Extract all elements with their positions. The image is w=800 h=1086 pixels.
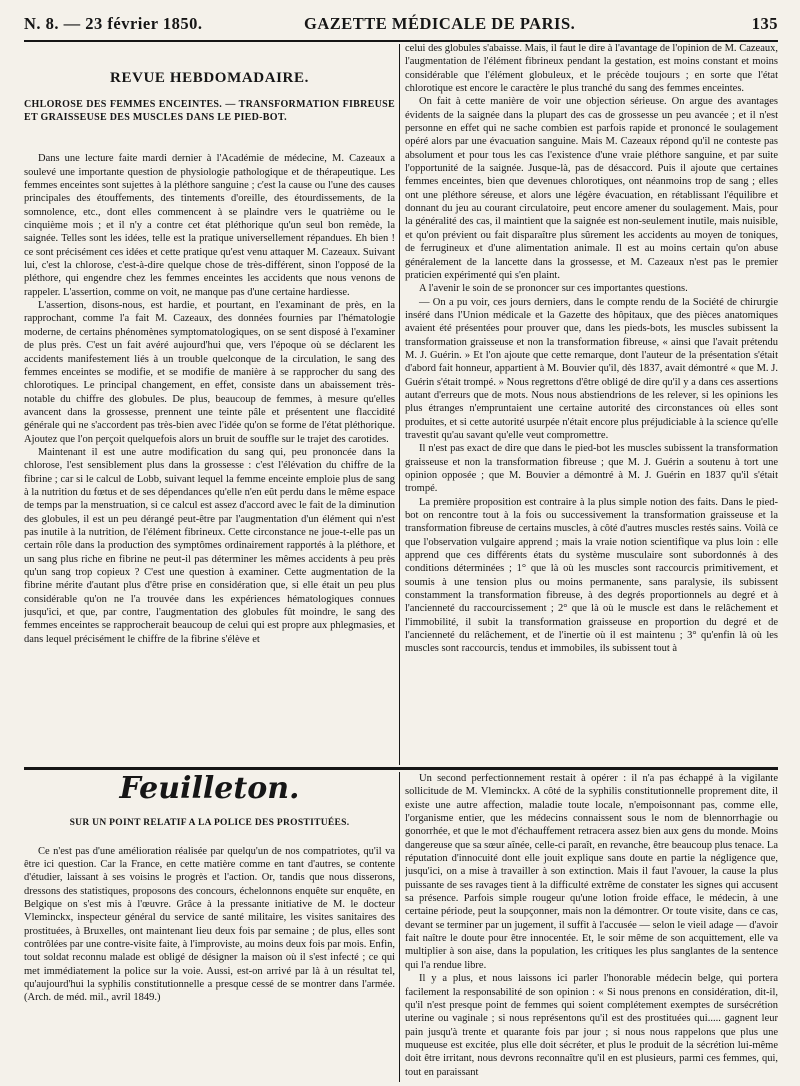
feuilleton-column-left <box>24 772 395 1082</box>
paragraph: Ce n'est pas d'une amélioration réalisée par quelqu'un de nos compatriotes, qu'il va être ici question. Car la France, en cette matière comme en tant d'autres, se contente d'étudier, laissant à ses voisins le progrès et l'action. Or, tandis que nous disserons, dressons des statistiques, proposons des concours, échelonnons enquête sur enquête, en Belgique on s'est mis à l'œuvre. Grâce à la pressante initiative de M. le docteur Vleminckx, inspecteur général du service de santé militaire, les visites sanitaires des prostituées, à Bruxelles, ont maintenant lieu deux fois par semaine ; de plus, elles sont contrôlées par une contre-visite faite, à l'improviste, au moins deux fois par mois. Enfin, tout soldat reconnu malade est obligé de désigner la maison où il s'est infecté ; ce qui met immédiatement la police sur la voie. Aussi, est-on arrivé par là à un résultat tel, qu'aujourd'hui la syphilis constitutionnelle a presque cessé de se montrer dans l'armée. (Arch. de méd. mil., avril 1849.) <box>24 845 395 1004</box>
paragraph: A l'avenir le soin de se prononcer sur ces importantes questions. <box>419 283 688 295</box>
column-divider-bottom <box>399 772 400 1082</box>
feuilleton-column-right <box>405 772 778 1082</box>
article-title: CHLOROSE DES FEMMES ENCEINTES. — TRANSFORMATION FIBREUSE ET GRAISSEUSE DES MUSCLES DANS LE PIED-BOT. <box>24 99 395 123</box>
paragraph: Maintenant il est une autre modification du sang qui, peu prononcée dans la chlorose, l'est sensiblement plus dans la grossesse : c'est l'élévation du chiffre de la fibrine ; car si le calcul de Lobb, suivant lequel la femme enceinte emploie plus de sang à la nutrition du fœtus et de ses dépendances qu'elle n'en eût perdu dans le même espace de temps par la menstruation, si ce calcul est assez d'accord avec le fait de la diminution des globules, il est un peu dérangé peut-être par l'augmentation d'un élément qui n'est pas inutile à la nutrition, de l'élément fibrineux. Cette circonstance ne joue-t-elle pas un certain rôle dans la production des symptômes ordinairement rapportés à la pléthore, et un sang plus riche en fibrine ne peut-il pas déterminer les mêmes accidents à peu près qu'un sang trop copieux ? C'est une question à examiner. Cette augmentation de la fibrine mérite d'autant plus d'être prise en considération que, si elle était un peu plus considérable qu'on ne l'a trouvée dans les expériences hématologiques connues jusqu'ici, et que, par contre, l'augmentation des globules fût moindre, le sang des femmes enceintes se rapprocherait beaucoup de celui qui est propre aux phlegmasies, et dans lequel précisément le chiffre de la fibrine s'élève et <box>24 446 395 645</box>
issue-number-date: N. 8. — 23 février 1850. <box>24 14 203 33</box>
feuilleton-rule <box>24 767 778 770</box>
page-header <box>24 6 778 40</box>
paragraph: L'assertion, disons-nous, est hardie, et pourtant, en l'examinant de près, en la rapprochant, comme l'a fait M. Cazeaux, des données fournies par l'hématologie moderne, de certains phénomènes symptomatologiques, on se sent disposé à l'examiner de plus près. C'est un fait avéré aujourd'hui que, vers l'époque où se déclarent les accidents manifestement liés à un trouble quelconque de la circulation, le sang des femmes enceintes se modifie, et se modifie de manière à se rapprocher du sang des chlorotiques. Le principal changement, en effet, consiste dans un abaissement très-notable du chiffre des globules. De plus, beaucoup de femmes, à mesure qu'elles avancent dans la grossesse, prennent une teinte pâle et présentent une flaccidité générale qui ne s'accordent pas très-bien avec l'idée qu'on se forme de l'état pléthorique. Ajoutez que l'on perçoit quelquefois alors un bruit de souffle sur le trajet des carotides. <box>24 300 395 445</box>
paragraph: Un second perfectionnement restait à opérer : il n'a pas échappé à la vigilante sollicitude de M. Vleminckx. A côté de la syphilis constitutionnelle proprement dite, il existe une autre affection, maladie toute locale, n'empoisonnant pas, comme elle, l'organisme entier, que les médecins connaissent sous le nom de blennorrhagie ou gonorrhée, et que le mot d'échauffement retracera assez bien aux gens du monde. Moins dangereuse que sa sœur aînée, celle-ci paraît, en revanche, être beaucoup plus tenace. La réputation d'innocuité dont elle jouit explique sans doute en partie la négligence que, jusqu'ici, on a mise à travailler à son extinction. Mais il faut l'avouer, la cause la plus puissante de ses ravages tient à la difficulté extrême de constater les signes qui accusent sa présence. Parfois simple rougeur qu'une lotion froide efface, le médecin, à une certaine période, peut la soupçonner, mais non la démontrer. Or toute visite, dans ce cas, devant se terminer par un jugement, il suffit à l'accusée — selon le vieil adage — d'avoir fait naître le doute pour être innocentée. Et, le soir même de son acquittement, elle va multiplier à son aise, dans la population, les critiques les plus sanglantes de la sentence qui l'a rendue libre. <box>405 773 778 971</box>
feuilleton-subtitle: SUR UN POINT RELATIF A LA POLICE DES PROSTITUÉES. <box>69 818 350 829</box>
paragraph: — On a pu voir, ces jours derniers, dans le compte rendu de la Société de chirurgie inséré dans l'Union médicale et la Gazette des hôpitaux, que des pièces anatomiques avaient été présentées pour prouver que, dans les pieds-bots, les muscles subissent la transformation graisseuse et non la transformation fibreuse, « ainsi que l'avait prétendu M. J. Guérin. » Et l'on ajoute que cette remarque, dont l'auteur de la présentation s'était d'abord fait honneur, appartient à M. Bouvier qu'il, dès 1837, avait démontré « que M. J. Guérin s'était trompé. » Nous regrettons d'être obligé de dire qu'il y a dans ces assertions autant d'erreurs que de mots. Nous nous abstiendrions de les relever, si les opinions les plus étranges n'empruntaient une certaine autorité des circonstances où elles sont produites, et si cette autorité usurpée n'était encore plus préjudiciable à la science qu'elle travestit qu'au savant qu'elle veut compromettre. <box>405 296 778 441</box>
paragraph: Il y a plus, et nous laissons ici parler l'honorable médecin belge, qui portera facilement la responsabilité de son opinion : « Si nous prenons en considération, dit-il, qu'il n'est presque point de femmes qui soient complétement exemptes de sursécrétion uterine ou vaginale ; si nous représentons qu'il est des prostituées qui..... gagnent leur pain jusqu'à trente et quarante fois par jour ; si nous nous rappelons que plus une muqueuse est excitée, plus elle doit sécréter, et plus le produit de la sécrétion lui-même doit être irritant, nous devrons reconnaître qu'il en est plusieurs, parmi ces femmes, qui, tout en paraissant <box>405 973 778 1078</box>
paragraph: Dans une lecture faite mardi dernier à l'Académie de médecine, M. Cazeaux a soulevé une importante question de physiologie pathologique et de thérapeutique. Les femmes enceintes sont sujettes à la pléthore sanguine ; c'est la cause ou l'une des causes principales des étouffements, des tintements d'oreille, des étourdissements, de la somnolence, etc., dont elles commencent à se plaindre vers le quatrième ou le cinquième mois ; et il n'y a contre cet état pléthorique qu'un seul bon remède, la saignée. Telles sont les idées, telle est la pratique universellement répandues. Eh bien ! ce sont précisément ces idées et cette pratique qu'est venu attaquer M. Cazeaux. Suivant lui, c'est la chlorose, c'est-à-dire quelque chose de très-différent, sinon l'opposé de la pléthore, qui engendre chez les femmes enceintes les accidents que nous venons de rappeler. L'assertion, comme on voit, ne manque pas d'une certaine hardiesse. <box>24 153 395 298</box>
paragraph: On fait à cette manière de voir une objection sérieuse. On argue des avantages évidents de la saignée dans la plupart des cas de grossesse un peu avancée ; et il n'est personne en effet qui ne sache combien est parfois rapide et prononcé le soulagement opéré alors par une évacuation sanguine. Mais M. Cazeaux répond qu'il ne conteste pas absolument et pour tous les cas l'existence d'une vraie pléthore sanguine, et par suite l'opportunité de la saignée. Jusque-là, pas de désaccord. Puis il ajoute que certaines femmes enceintes, bien que devenues chlorotiques, ont néanmoins trop de sang ; elles ont une pléthore séreuse, et alors une légère évacuation, en rétablissant l'équilibre et donnant du jeu au courant circulatoire, peut encore amener du soulagement. Mais, pour la généralité des cas, il maintient que la saignée est non-seulement inutile, mais nuisible, et qu'on prévient ou fait disparaître plus sûrement les accidents au moyen de toniques, de ferrugineux et d'une alimentation animale. Il est au moins certain qu'on abuse généralement de la lancette dans la grossesse, et M. Cazeaux n'est pas le premier praticien expérimenté qui s'en plaint. <box>405 96 778 281</box>
paragraph: La première proposition est contraire à la plus simple notion des faits. Dans le pied-bot on rencontre tout à la fois ou successivement la transformation graisseuse et la transformation fibreuse de certains muscles, à côté d'autres muscles restés sains. Voilà ce que l'observation vulgaire apprend ; mais la vraie notion scientifique va plus loin : elle apprend que ces différents états du système musculaire sont subordonnés à des conditions déterminées ; 1° que là où les muscles sont raccourcis primitivement, et soumis à une tension plus ou moins permanente, sans paralysie, ils subissent constamment la transformation fibreuse, à des degrés proportionnels au degré et à l'ancienneté du raccourcissement ; 2° que là où le muscle est dans le relâchement et l'immobilité, il subit la transformation graisseuse en proportion du degré et de l'ancienneté du relâchement, et de l'inertie où il est maintenu ; 3° qu'enfin là où les muscles sont raccourcis, tendus et immobiles, ils subissent tout à <box>405 496 778 655</box>
journal-title: GAZETTE MÉDICALE DE PARIS. <box>304 14 576 33</box>
section-title: REVUE HEBDOMADAIRE. <box>110 70 309 86</box>
column-divider-top <box>399 44 400 765</box>
page-number: 135 <box>751 14 778 33</box>
revue-column-right <box>405 42 778 765</box>
revue-column-left <box>24 42 395 765</box>
feuilleton-title: Feuilleton. <box>119 772 300 806</box>
paragraph: Il n'est pas exact de dire que dans le pied-bot les muscles subissent la transformation graisseuse et non la transformation fibreuse ; que M. J. Guérin a soutenu à tort une opinion opposée ; que M. Bouvier a démontré à M. J. Guérin en 1837 qu'il s'était trompé. <box>405 443 778 495</box>
paragraph: celui des globules s'abaisse. Mais, il faut le dire à l'avantage de l'opinion de M. Cazeaux, l'augmentation de l'élément fibrineux pendant la gestation, est moins constant et moins considérable que l'élément globuleux, et le précède toujours ; en sorte que l'état chlorotique est encore le caractère le plus tranché du sang des femmes enceintes. <box>405 43 778 95</box>
